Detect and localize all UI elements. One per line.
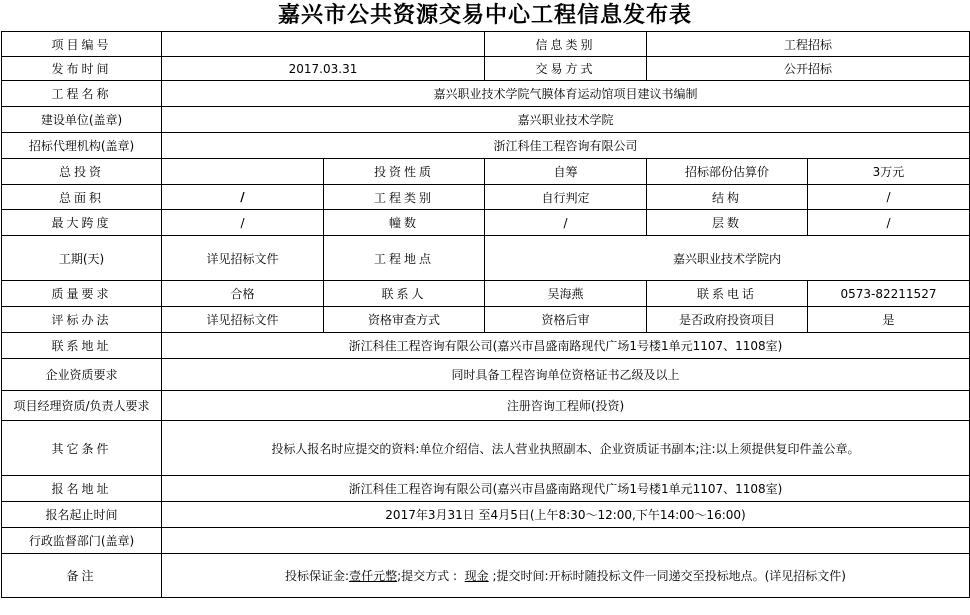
buildings-label: 幢数 bbox=[324, 210, 485, 236]
deposit-value: 壹仟元整 bbox=[349, 569, 398, 583]
project-no-value bbox=[162, 32, 485, 57]
row-quality bbox=[2, 281, 970, 307]
row-publish-time bbox=[2, 57, 970, 81]
remarks-label: 备注 bbox=[2, 554, 162, 598]
total-area-label: 总面积 bbox=[2, 185, 162, 210]
contact-person-value: 吴海燕 bbox=[485, 281, 647, 307]
max-span-label: 最大跨度 bbox=[2, 210, 162, 236]
project-name-value: 嘉兴职业技术学院气膜体育运动馆项目建议书编制 bbox=[162, 81, 970, 107]
manager-qual-label: 项目经理资质/负责人要求 bbox=[2, 391, 162, 421]
structure-value: / bbox=[808, 185, 970, 210]
row-remarks bbox=[2, 554, 970, 598]
row-duration bbox=[2, 236, 970, 281]
duration-value: 详见招标文件 bbox=[162, 236, 324, 281]
agency-value: 浙江科佳工程咨询有限公司 bbox=[162, 133, 970, 159]
project-no-label: 项目编号 bbox=[2, 32, 162, 57]
row-invest bbox=[2, 159, 970, 185]
signup-address-label: 报名地址 bbox=[2, 476, 162, 502]
total-invest-label: 总投资 bbox=[2, 159, 162, 185]
invest-nature-value: 自筹 bbox=[485, 159, 647, 185]
qual-review-label: 资格审查方式 bbox=[324, 307, 485, 333]
project-type-label: 工程类别 bbox=[324, 185, 485, 210]
trade-method-value: 公开招标 bbox=[647, 57, 970, 81]
manager-qual-value: 注册咨询工程师(投资) bbox=[162, 391, 970, 421]
company-qual-label: 企业资质要求 bbox=[2, 359, 162, 391]
method-value: 现金 bbox=[464, 569, 489, 583]
contact-address-value: 浙江科佳工程咨询有限公司(嘉兴市昌盛南路现代广场1号楼1单元1107、1108室) bbox=[162, 333, 970, 359]
qual-review-value: 资格后审 bbox=[485, 307, 647, 333]
row-signup-period bbox=[2, 502, 970, 528]
supervisor-label: 行政监督部门(盖章) bbox=[2, 528, 162, 554]
info-type-label: 信息类别 bbox=[485, 32, 647, 57]
location-value: 嘉兴职业技术学院内 bbox=[485, 236, 970, 281]
row-eval bbox=[2, 307, 970, 333]
bid-estimate-label: 招标部份估算价 bbox=[647, 159, 808, 185]
location-label: 工程地点 bbox=[324, 236, 485, 281]
row-area bbox=[2, 185, 970, 210]
eval-method-label: 评标办法 bbox=[2, 307, 162, 333]
eval-method-value: 详见招标文件 bbox=[162, 307, 324, 333]
method-label: ;提交方式 : bbox=[397, 569, 458, 583]
supervisor-value bbox=[162, 528, 970, 554]
contact-phone-value: 0573-82211527 bbox=[808, 281, 970, 307]
agency-label: 招标代理机构(盖章) bbox=[2, 133, 162, 159]
info-type-value: 工程招标 bbox=[647, 32, 970, 57]
row-supervisor bbox=[2, 528, 970, 554]
company-qual-value: 同时具备工程咨询单位资格证书乙级及以上 bbox=[162, 359, 970, 391]
page-title: 嘉兴市公共资源交易中心工程信息发布表 bbox=[277, 3, 692, 28]
row-other-conditions bbox=[2, 421, 970, 476]
time-text: ;提交时间:开标时随投标文件一同递交至投标地点。(详见招标文件) bbox=[492, 569, 846, 583]
publish-time-label: 发布时间 bbox=[2, 57, 162, 81]
invest-nature-label: 投资性质 bbox=[324, 159, 485, 185]
other-conditions-value: 投标人报名时应提交的资料:单位介绍信、法人营业执照副本、企业资质证书副本;注:以上须提供复印件盖公章。 bbox=[162, 421, 970, 476]
build-unit-label: 建设单位(盖章) bbox=[2, 107, 162, 133]
row-span bbox=[2, 210, 970, 236]
signup-period-label: 报名起止时间 bbox=[2, 502, 162, 528]
max-span-value: / bbox=[162, 210, 324, 236]
gov-invest-label: 是否政府投资项目 bbox=[647, 307, 808, 333]
info-table bbox=[1, 31, 970, 598]
row-agency bbox=[2, 133, 970, 159]
total-area-value: / bbox=[162, 185, 324, 210]
signup-address-value: 浙江科佳工程咨询有限公司(嘉兴市昌盛南路现代广场1号楼1单元1107、1108室) bbox=[162, 476, 970, 502]
remarks-value bbox=[162, 554, 970, 598]
total-invest-value bbox=[162, 159, 324, 185]
project-type-value: 自行判定 bbox=[485, 185, 647, 210]
row-project-name bbox=[2, 81, 970, 107]
floors-value: / bbox=[808, 210, 970, 236]
contact-phone-label: 联系电话 bbox=[647, 281, 808, 307]
publish-time-value: 2017.03.31 bbox=[162, 57, 485, 81]
row-manager-qual bbox=[2, 391, 970, 421]
row-build-unit bbox=[2, 107, 970, 133]
row-company-qual bbox=[2, 359, 970, 391]
row-project-no bbox=[2, 32, 970, 57]
quality-label: 质量要求 bbox=[2, 281, 162, 307]
structure-label: 结构 bbox=[647, 185, 808, 210]
row-contact-address bbox=[2, 333, 970, 359]
signup-period-value: 2017年3月31日 至4月5日(上午8:30～12:00,下午14:00～16:00) bbox=[162, 502, 970, 528]
floors-label: 层数 bbox=[647, 210, 808, 236]
contact-person-label: 联系人 bbox=[324, 281, 485, 307]
buildings-value: / bbox=[485, 210, 647, 236]
row-signup-address bbox=[2, 476, 970, 502]
build-unit-value: 嘉兴职业技术学院 bbox=[162, 107, 970, 133]
other-conditions-label: 其它条件 bbox=[2, 421, 162, 476]
quality-value: 合格 bbox=[162, 281, 324, 307]
project-name-label: 工程名称 bbox=[2, 81, 162, 107]
gov-invest-value: 是 bbox=[808, 307, 970, 333]
bid-estimate-value: 3万元 bbox=[808, 159, 970, 185]
deposit-label: 投标保证金: bbox=[285, 569, 350, 583]
trade-method-label: 交易方式 bbox=[485, 57, 647, 81]
duration-label: 工期(天) bbox=[2, 236, 162, 281]
contact-address-label: 联系地址 bbox=[2, 333, 162, 359]
